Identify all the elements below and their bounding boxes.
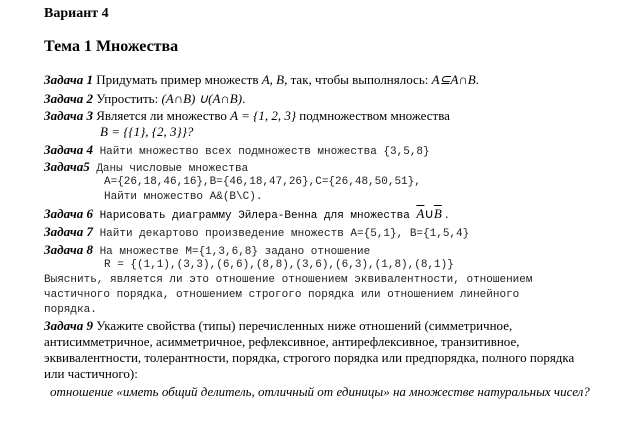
- task-4-text: Найти множество всех подмножеств множества {3,5,8}: [92, 146, 430, 158]
- task-9-line-4: или частичного):: [44, 366, 138, 381]
- task-7-text: Найти декартово произведение множеств A={5,1}, B={1,5,4}: [92, 228, 470, 240]
- task-2: [44, 91, 245, 107]
- task-8-line-4: частичного порядка, отношением строгого порядка или отношением линейного: [44, 289, 520, 301]
- task-7-label: Задача 7: [44, 224, 93, 239]
- task-5-text: Даны числовые множества: [89, 163, 249, 175]
- task-8-text: На множестве M={1,3,6,8} задано отношение: [92, 246, 371, 258]
- task-5-label: Задача5: [44, 159, 90, 174]
- task-5-line-2: A={26,18,46,16},B={46,18,47,26},C={26,48,50,51},: [104, 176, 421, 188]
- task-9-line-3: эквивалентности, толерантности, порядка, строгого порядка или предпорядка, полного порядка: [44, 350, 575, 365]
- task-1-vars: A, B,: [261, 72, 288, 87]
- task-4-label: Задача 4: [44, 142, 93, 157]
- task-6-formula-op: ∪: [424, 206, 434, 221]
- task-3-formula: A = {1, 2, 3}: [230, 108, 297, 123]
- task-1-label: Задача 1: [44, 72, 93, 87]
- task-6-end: .: [441, 206, 449, 221]
- task-2-text: Упростить:: [92, 91, 162, 106]
- task-3-text-b: подмножеством множества: [296, 108, 450, 123]
- task-1-end: .: [475, 72, 479, 87]
- task-9: [44, 318, 512, 334]
- task-6-label: Задача 6: [44, 206, 93, 221]
- topic-title: Тема 1 Множества: [44, 38, 179, 55]
- task-8-line-5: порядка.: [44, 304, 97, 316]
- task-8-line-2: R = {(1,1),(3,3),(6,6),(8,8),(3,6),(6,3),(1,8),(8,1)}: [104, 259, 454, 271]
- task-2-end: .: [242, 91, 246, 106]
- task-3-line-2: B = {{1}, {2, 3}}?: [100, 124, 194, 139]
- task-1: [44, 72, 479, 88]
- task-3-text-a: Является ли множество: [92, 108, 231, 123]
- task-9-line-1: Укажите свойства (типы) перечисленных ниже отношений (симметричное,: [92, 318, 513, 333]
- variant-title: Вариант 4: [44, 6, 109, 21]
- task-2-label: Задача 2: [44, 91, 93, 106]
- task-3-label: Задача 3: [44, 108, 93, 123]
- task-9-label: Задача 9: [44, 318, 93, 333]
- task-6-text: Нарисовать диаграмму Эйлера-Венна для множества: [92, 210, 417, 222]
- task-7: [44, 224, 469, 242]
- task-9-line-2: антисимметричное, асимметричное, рефлексивное, антирефлексивное, транзитивное,: [44, 334, 520, 349]
- task-1-text-b: так, чтобы выполнялось:: [287, 72, 432, 87]
- task-8-label: Задача 8: [44, 242, 93, 257]
- task-6: [44, 206, 448, 224]
- task-1-formula: A⊆A∩B: [431, 72, 476, 87]
- task-8-line-3: Выяснить, является ли это отношение отношением эквивалентности, отношением: [44, 274, 533, 286]
- task-5-line-3: Найти множество A&(B\C).: [104, 191, 263, 203]
- task-6-formula-a: $\overline{A}$: [416, 206, 425, 221]
- task-3: [44, 108, 450, 124]
- task-6-formula-b: $\overline{B}$: [433, 206, 442, 221]
- task-4: [44, 142, 430, 160]
- task-2-formula: (A∩B) ∪(A∩B): [161, 91, 243, 106]
- task-1-text-a: Придумать пример множеств: [92, 72, 262, 87]
- task-9-closing: отношение «иметь общий делитель, отличный от единицы» на множестве натуральных чисел?: [50, 384, 590, 399]
